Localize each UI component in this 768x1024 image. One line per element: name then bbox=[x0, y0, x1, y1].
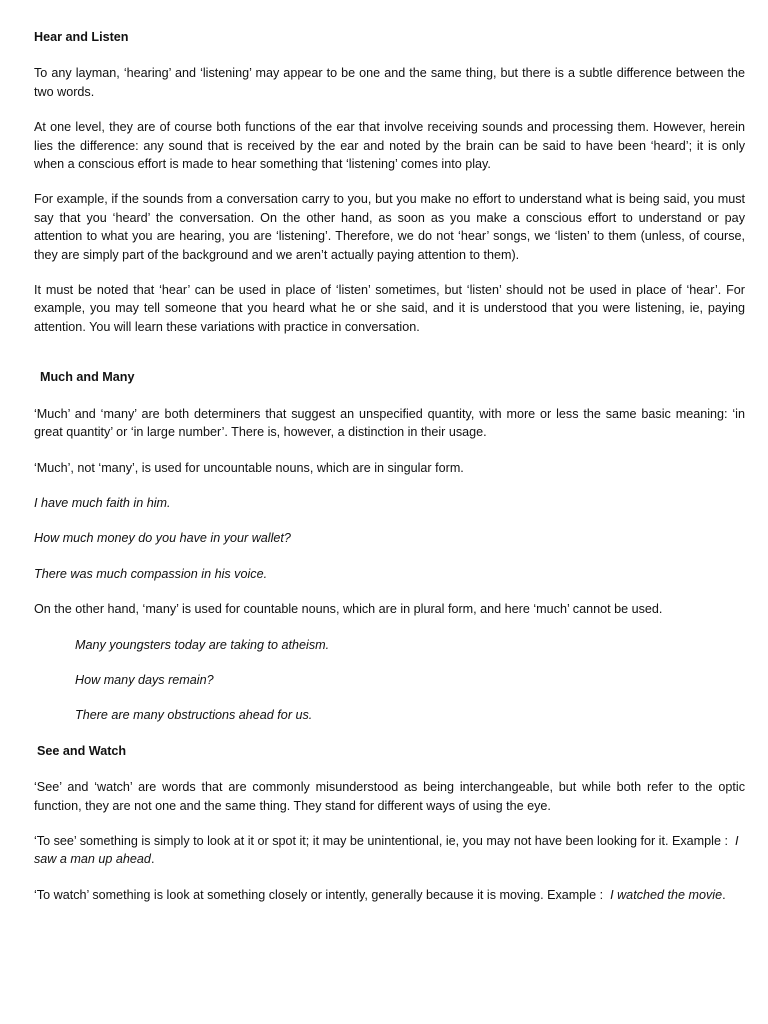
example-many-2: How many days remain? bbox=[75, 672, 214, 687]
paragraph-much-rule: ‘Much’, not ‘many’, is used for uncountable nouns, which are in singular form. bbox=[34, 460, 464, 475]
see-text: ‘To see’ something is simply to look at it or spot it; it may be unintentional, ie, you may not have been looking for it. Example : bbox=[34, 833, 728, 848]
heading-much-and-many: Much and Many bbox=[40, 370, 135, 385]
paragraph-hear-2: At one level, they are of course both functions of the ear that involve receiving sounds and processing them. However, herein lies the difference: any sound that is received by the ear and noted by the brain can be said to have been ‘heard’; it is only when a conscious effort is made to hear something that ‘listening’ comes into play. bbox=[34, 120, 745, 172]
see-example: I saw a man up ahead bbox=[34, 833, 739, 867]
example-much-2: How much money do you have in your wallet? bbox=[34, 531, 291, 546]
paragraph-much-intro: ‘Much’ and ‘many’ are both determiners that suggest an unspecified quantity, with more or less the same basic meaning: ‘in great quantity’ or ‘in large number’. There is, however, a distinction in their usage. bbox=[34, 406, 745, 440]
example-many-3: There are many obstructions ahead for us. bbox=[75, 708, 313, 723]
example-many-1: Many youngsters today are taking to atheism. bbox=[75, 637, 330, 652]
paragraph-many-rule: On the other hand, ‘many’ is used for countable nouns, which are in plural form, and here ‘much’ cannot be used. bbox=[34, 602, 663, 617]
paragraph-hear-3: For example, if the sounds from a conversation carry to you, but you make no effort to understand what is being said, you must say that you ‘heard’ the conversation. On the other hand, as soon as you make a conscious effort to understand or pay attention to what you are hearing, you are ‘listening’. Therefore, we do not ‘hear’ songs, we ‘listen’ to them (unless, of course, they are simply part of the background and we aren’t actually paying attention to them). bbox=[34, 192, 745, 262]
heading-hear-and-listen: Hear and Listen bbox=[34, 30, 129, 44]
watch-example: I watched the movie bbox=[610, 887, 723, 902]
paragraph-see-definition: ‘To see’ something is simply to look at it or spot it; it may be unintentional, ie, you may not have been looking for it. Example : I saw a man up ahead. bbox=[34, 833, 739, 867]
heading-see-and-watch: See and Watch bbox=[37, 743, 127, 758]
paragraph-see-intro: ‘See’ and ‘watch’ are words that are commonly misunderstood as being interchangeable, but while both refer to the optic function, they are not one and the same thing. They stand for different ways of using the eye. bbox=[34, 780, 745, 813]
watch-text: ‘To watch’ something is look at something closely or intently, generally because it is moving. Example : bbox=[34, 887, 604, 902]
example-much-3: There was much compassion in his voice. bbox=[34, 566, 268, 581]
paragraph-hear-4: It must be noted that ‘hear’ can be used in place of ‘listen’ sometimes, but ‘listen’ should not be used in place of ‘hear’. For example, you may tell someone that you heard what he or she said, and it is understood that you were listening, ie, paying attention. You will learn these variations with practice in conversation. bbox=[34, 283, 745, 334]
paragraph-hear-1: To any layman, ‘hearing’ and ‘listening’ may appear to be one and the same thing, but there is a subtle difference between the two words. bbox=[34, 66, 745, 99]
example-much-1: I have much faith in him. bbox=[34, 495, 171, 510]
section-spacer bbox=[34, 353, 745, 368]
document-page bbox=[34, 28, 745, 921]
paragraph-watch-definition: ‘To watch’ something is look at something closely or intently, generally because it is moving. Example : I watched the movie. bbox=[34, 887, 726, 902]
